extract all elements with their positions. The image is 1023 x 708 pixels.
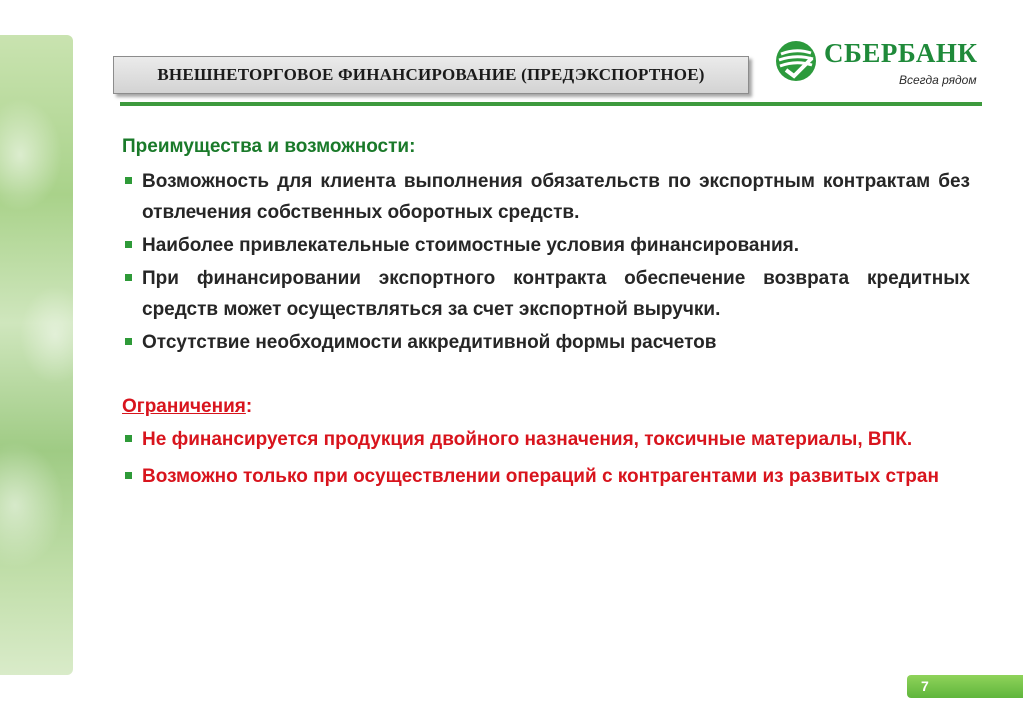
list-item: Отсутствие необходимости аккредитивной формы расчетов (122, 327, 970, 358)
page-number-badge (907, 675, 1023, 698)
list-item: Не финансируется продукция двойного назначения, токсичные материалы, ВПК. (122, 424, 970, 455)
list-item: Возможно только при осуществлении операций с контрагентами из развитых стран (122, 461, 970, 492)
logo-name: СБЕРБАНК (824, 38, 978, 68)
header-divider (120, 102, 982, 106)
slide-title: ВНЕШНЕТОРГОВОЕ ФИНАНСИРОВАНИЕ (ПРЕДЭКСПОРТНОЕ) (157, 65, 705, 84)
bullet-icon (125, 241, 132, 248)
list-item: При финансировании экспортного контракта обеспечение возврата кредитных средств может осуществляться за счет экспортной выручки. (122, 263, 970, 325)
list-item: Наиболее привлекательные стоимостные условия финансирования. (122, 230, 970, 261)
slide-content (122, 133, 970, 498)
bullet-icon (125, 177, 132, 184)
slide-title-box (113, 56, 749, 94)
sberbank-logo-icon (774, 39, 818, 83)
bullet-icon (125, 435, 132, 442)
sberbank-logo (774, 36, 989, 92)
logo-slogan: Всегда рядом (899, 73, 977, 87)
limitations-list (122, 424, 970, 492)
advantages-list (122, 166, 970, 358)
bullet-icon (125, 338, 132, 345)
list-item: Возможность для клиента выполнения обязательств по экспортным контрактам без отвлечения собственных оборотных средств. (122, 166, 970, 228)
page-number: 7 (921, 678, 929, 694)
advantages-heading: Преимущества и возможности: (122, 136, 416, 157)
bullet-icon (125, 472, 132, 479)
bullet-icon (125, 274, 132, 281)
limitations-heading-text: Ограничения (122, 396, 246, 417)
limitations-heading-colon: : (245, 396, 253, 417)
decorative-side-panel (0, 35, 73, 675)
limitations-heading (122, 393, 970, 420)
